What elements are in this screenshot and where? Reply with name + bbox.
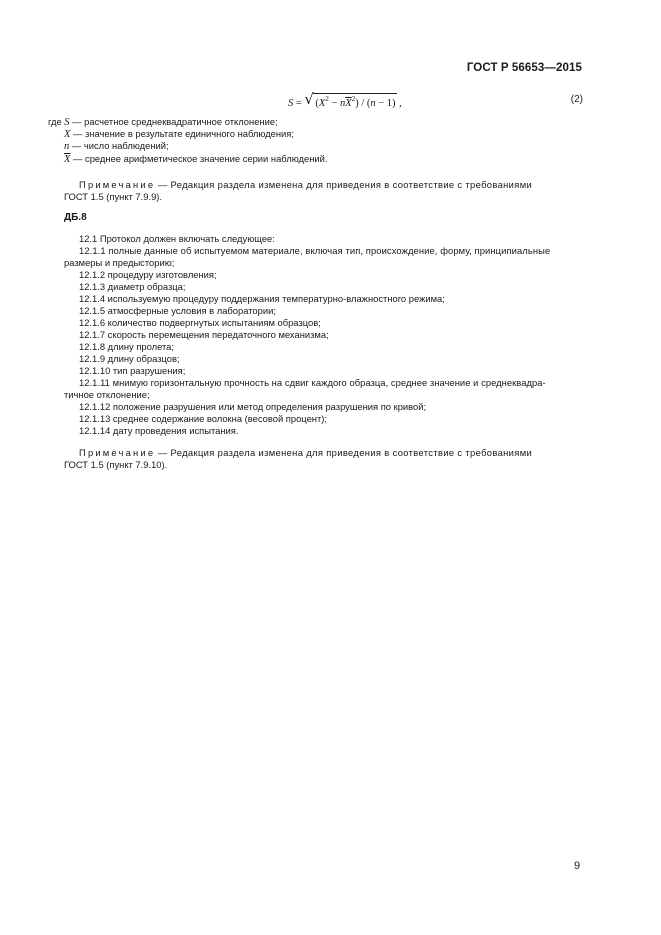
formula-equals: = (295, 98, 302, 109)
protocol-item-12-1-8: 12.1.8 длину пролета; (79, 341, 174, 352)
protocol-intro: 12.1 Протокол должен включать следующее: (79, 233, 275, 244)
paren: ) (355, 98, 359, 109)
symbol-s: S (64, 117, 70, 128)
var-x: X (318, 98, 326, 109)
note-text: — Редакция раздела изменена для приведения в соответствие с требованиями (157, 179, 533, 190)
protocol-item-12-1-10: 12.1.10 тип разрушения; (79, 365, 186, 376)
note-2-line-2: ГОСТ 1.5 (пункт 7.9.10). (64, 459, 168, 470)
protocol-item-12-1-13: 12.1.13 среднее содержание волокна (весовой процент); (79, 413, 327, 424)
protocol-item-12-1-2: 12.1.2 процедуру изготовления; (79, 269, 217, 280)
page-number: 9 (574, 860, 581, 872)
protocol-item-12-1-3: 12.1.3 диаметр образца; (79, 281, 186, 292)
protocol-item-12-1-11: 12.1.11 мнимую горизонтальную прочность на сдвиг каждого образца, среднее значение и среднеквадра- (79, 377, 546, 388)
symbol-x-mean: $\overline{X}$ (64, 154, 71, 165)
symbol-n: n (64, 141, 70, 152)
note-1-line-1 (79, 179, 582, 191)
var-x-mean: $\overline{X}$ (345, 98, 352, 109)
where-intro: где (48, 116, 62, 127)
exponent: 2 (351, 95, 356, 103)
symbol-x: X (64, 129, 71, 140)
formula-row (0, 92, 661, 114)
where-definition: — расчетное среднеквадратичное отклонение; (72, 116, 278, 127)
note-text: — Редакция раздела изменена для приведения в соответствие с требованиями (157, 447, 533, 458)
where-line-4 (64, 153, 327, 166)
var-n: n (370, 98, 376, 109)
protocol-item-12-1-12: 12.1.12 положение разрушения или метод определения разрушения по кривой; (79, 401, 427, 412)
protocol-item-12-1-6: 12.1.6 количество подвергнутых испытаниям образцов; (79, 317, 321, 328)
protocol-item-12-1-11-cont: тичное отклонение; (64, 389, 150, 400)
radical-sign-icon: √ (304, 90, 314, 108)
note-2-line-1 (79, 447, 532, 459)
protocol-item-12-1-1: 12.1.1 полные данные об испытуемом материале, включая тип, происхождение, форму, принципиальные (79, 245, 551, 256)
paren: ( (315, 98, 319, 109)
note-label: Примечание (79, 179, 156, 190)
where-definition: — значение в результате единичного наблюдения; (73, 128, 294, 139)
protocol-item-12-1-4: 12.1.4 используемую процедуру поддержания температурно-влажностного режима; (79, 293, 445, 304)
radicand (313, 93, 396, 109)
equation-number: (2) (570, 94, 583, 105)
note-1-line-2: ГОСТ 1.5 (пункт 7.9.9). (64, 191, 163, 202)
where-definition: — среднее арифметическое значение серии наблюдений. (73, 153, 328, 164)
std-deviation-formula (288, 90, 402, 109)
protocol-item-12-1-5: 12.1.5 атмосферные условия в лаборатории; (79, 305, 276, 316)
minus-one: − 1) (375, 98, 396, 109)
var-n: n (340, 98, 346, 109)
section-heading: ДБ.8 (64, 212, 87, 223)
exponent: 2 (325, 95, 329, 103)
square-root (304, 90, 396, 109)
protocol-item-12-1-7: 12.1.7 скорость перемещения передаточного механизма; (79, 329, 329, 340)
divide: / ( (358, 98, 371, 109)
protocol-item-12-1-9: 12.1.9 длину образцов; (79, 353, 180, 364)
protocol-item-12-1-1-cont: размеры и предысторию; (64, 257, 175, 268)
minus: − (328, 98, 341, 109)
protocol-item-12-1-14: 12.1.14 дату проведения испытания. (79, 425, 239, 436)
where-definition: — число наблюдений; (71, 140, 169, 151)
formula-trailing: , (399, 98, 402, 109)
note-label: Примечание (79, 447, 156, 458)
standard-header: ГОСТ Р 56653—2015 (466, 62, 582, 74)
formula-lhs: S (288, 98, 294, 109)
where-line-3 (64, 140, 169, 153)
